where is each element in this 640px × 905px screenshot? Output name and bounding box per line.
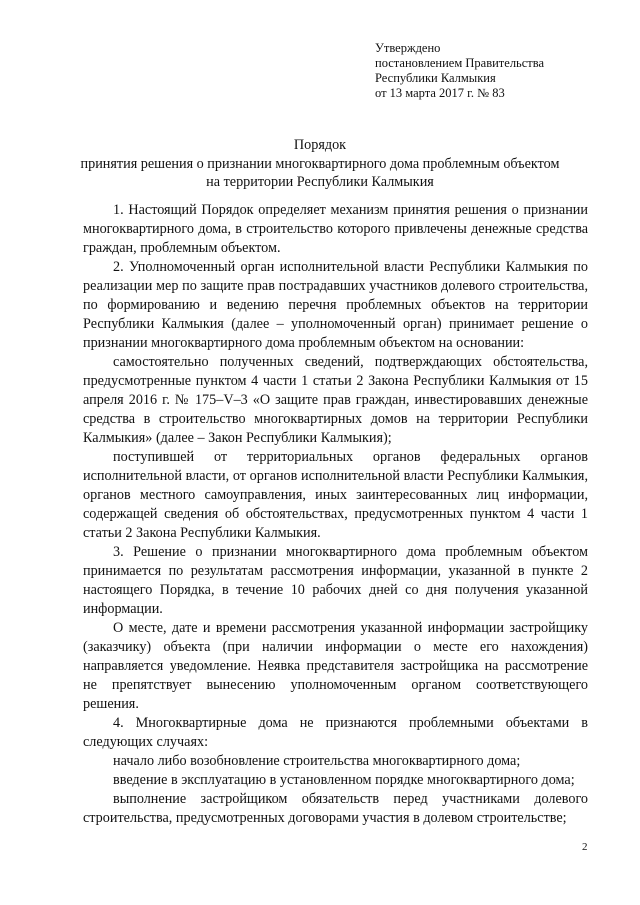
paragraph: 2. Уполномоченный орган исполнительной власти Республики Калмыкия по реализации мер по защите прав пострадавших участников долевого строительства, по формированию и ведению перечня проблемных объектов на территории Республики Калмыкия (далее – уполномоченный орган) принимает решение о признании многоквартирного дома проблемным объектом на основании:	[83, 259, 588, 351]
approval-stamp	[375, 41, 544, 101]
paragraph: 3. Решение о признании многоквартирного дома проблемным объектом принимается по результатам рассмотрения информации, указанной в пункте 2 настоящего Порядка, в течение 10 рабочих дней со дня получения указанной информации.	[83, 544, 588, 617]
paragraph: введение в эксплуатацию в установленном порядке многоквартирного дома;	[113, 772, 575, 788]
paragraph: начало либо возобновление строительства многоквартирного дома;	[113, 753, 521, 769]
approval-line: постановлением Правительства	[375, 56, 545, 70]
page-number: 2	[582, 841, 588, 853]
paragraph: 4. Многоквартирные дома не признаются проблемными объектами в следующих случаях:	[83, 715, 588, 750]
title-line: на территории Республики Калмыкия	[206, 174, 434, 190]
approval-line: Утверждено	[375, 41, 441, 55]
paragraph: 1. Настоящий Порядок определяет механизм принятия решения о признании многоквартирного дома, в строительство которого привлечены денежные средства граждан, проблемным объектом.	[83, 202, 588, 256]
title-heading: Порядок	[293, 137, 347, 153]
document-body	[83, 201, 588, 828]
approval-line: Республики Калмыкия	[375, 71, 496, 85]
approval-line: от 13 марта 2017 г. № 83	[375, 86, 505, 100]
paragraph: самостоятельно полученных сведений, подтверждающих обстоятельства, предусмотренные пунктом 4 части 1 статьи 2 Закона Республики Калмыкия от 15 апреля 2016 г. № 175–V–3 «О защите прав граждан, инвестировавших денежные средства в строительство многоквартирных домов на территории Республики Калмыкия» (далее – Закон Республики Калмыкия);	[83, 354, 588, 446]
title-line: принятия решения о признании многоквартирного дома проблемным объектом	[80, 155, 560, 172]
paragraph: выполнение застройщиком обязательств перед участниками долевого строительства, предусмотренных договорами участия в долевом строительстве;	[83, 791, 588, 826]
document-title	[40, 136, 600, 192]
paragraph: О месте, дате и времени рассмотрения указанной информации застройщику (заказчику) объекта (при наличии информации о месте его нахождения) направляется уведомление. Неявка представителя застройщика на рассмотрение не препятствует вынесению уполномоченным органом соответствующего решения.	[83, 620, 588, 712]
paragraph: поступившей от территориальных органов федеральных органов исполнительной власти, от органов исполнительной власти Республики Калмыкия, органов местного самоуправления, иных заинтересованных лиц информации, содержащей сведения об обстоятельствах, предусмотренных пунктом 4 части 1 статьи 2 Закона Республики Калмыкия.	[83, 449, 588, 541]
